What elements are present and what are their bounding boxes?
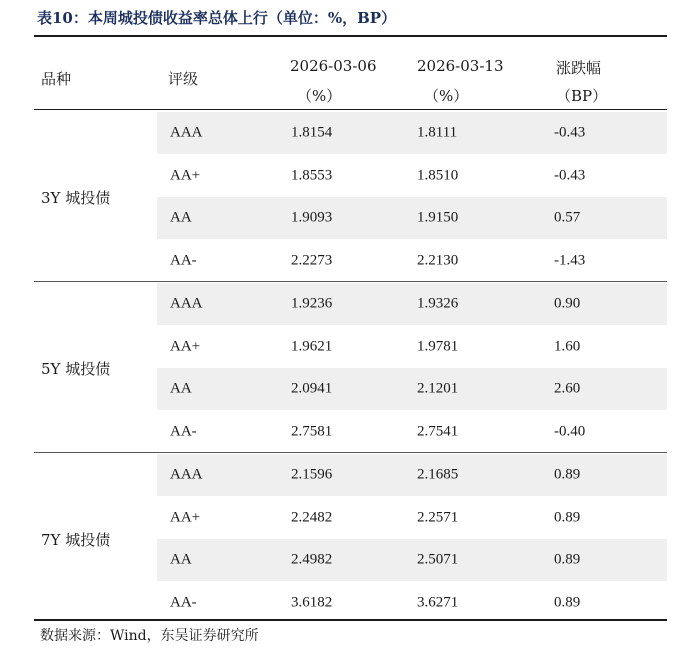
rating-cell: AA+ (170, 167, 201, 183)
rating-cell: AA+ (170, 509, 201, 525)
group-label: 3Y 城投债 (41, 188, 111, 207)
yield-prev-cell: 1.9093 (291, 209, 333, 226)
table-row (157, 582, 667, 624)
yield-prev-cell: 1.8154 (291, 124, 333, 141)
yield-prev-cell: 1.9621 (291, 338, 333, 354)
yield-curr-cell: 2.1685 (417, 466, 459, 483)
rating-cell: AAA (170, 295, 203, 312)
yield-curr-cell: 1.8510 (417, 167, 459, 183)
table-row (157, 240, 667, 282)
header-change-unit: （BP） (556, 87, 608, 105)
table-row (157, 539, 667, 581)
yield-curr-cell: 2.7541 (417, 423, 459, 439)
rating-cell: AAA (170, 124, 203, 141)
yield-prev-cell: 2.2273 (291, 252, 333, 268)
header-rating: 评级 (168, 70, 199, 88)
group-label: 7Y 城投债 (41, 530, 111, 549)
yield-prev-cell: 1.9236 (291, 295, 333, 312)
table-row (157, 497, 667, 539)
yield-curr-cell: 1.9781 (417, 338, 459, 354)
group-separator (34, 281, 667, 282)
source-note: 数据来源：Wind，东吴证券研究所 (40, 628, 259, 644)
yield-prev-cell: 2.2482 (291, 509, 333, 525)
change-cell: 2.60 (554, 380, 581, 397)
rating-cell: AA (170, 209, 192, 226)
rating-cell: AA (170, 380, 192, 397)
rating-cell: AA- (170, 594, 197, 610)
header-date2: 2026-03-13 (417, 57, 504, 75)
change-cell: 0.90 (554, 295, 581, 312)
change-cell: 0.89 (554, 594, 581, 610)
header-variety: 品种 (41, 70, 72, 88)
top-rule (34, 35, 667, 37)
table-row (157, 411, 667, 453)
table-title: 表10：本周城投债收益率总体上行（单位：%，BP） (37, 9, 397, 27)
rating-cell: AA- (170, 423, 197, 439)
change-cell: -1.43 (554, 252, 586, 268)
table-row (157, 112, 667, 154)
rating-cell: AA+ (170, 338, 201, 354)
bottom-rule (34, 619, 667, 621)
yield-curr-cell: 2.1201 (417, 380, 459, 397)
rating-cell: AA (170, 551, 192, 568)
yield-curr-cell: 1.9150 (417, 209, 459, 226)
rating-cell: AAA (170, 466, 203, 483)
yield-prev-cell: 2.1596 (291, 466, 333, 483)
change-cell: 0.89 (554, 551, 581, 568)
yield-curr-cell: 3.6271 (417, 594, 459, 610)
table-row (157, 283, 667, 325)
change-cell: 1.60 (554, 338, 581, 354)
group-separator (34, 452, 667, 453)
yield-prev-cell: 2.0941 (291, 380, 333, 397)
header-rule (34, 109, 667, 110)
yield-curr-cell: 2.5071 (417, 551, 459, 568)
table-row (157, 197, 667, 239)
table-row (157, 155, 667, 197)
change-cell: -0.43 (554, 167, 586, 183)
header-change: 涨跌幅 (556, 59, 602, 77)
yield-curr-cell: 1.8111 (417, 124, 458, 141)
change-cell: 0.57 (554, 209, 581, 226)
change-cell: 0.89 (554, 466, 581, 483)
yield-prev-cell: 2.7581 (291, 423, 333, 439)
yield-prev-cell: 1.8553 (291, 167, 333, 183)
header-date1: 2026-03-06 (290, 57, 377, 75)
header-date1-unit: （%） (297, 87, 342, 105)
yield-curr-cell: 2.2571 (417, 509, 459, 525)
table-row (157, 454, 667, 496)
group-label: 5Y 城投债 (41, 359, 111, 378)
rating-cell: AA- (170, 252, 197, 268)
change-cell: 0.89 (554, 509, 581, 525)
change-cell: -0.43 (554, 124, 586, 141)
yield-curr-cell: 1.9326 (417, 295, 459, 312)
yield-prev-cell: 2.4982 (291, 551, 333, 568)
yield-prev-cell: 3.6182 (291, 594, 333, 610)
table-row (157, 368, 667, 410)
table-row (157, 326, 667, 368)
change-cell: -0.40 (554, 423, 586, 439)
header-date2-unit: （%） (424, 87, 469, 105)
yield-curr-cell: 2.2130 (417, 252, 459, 268)
